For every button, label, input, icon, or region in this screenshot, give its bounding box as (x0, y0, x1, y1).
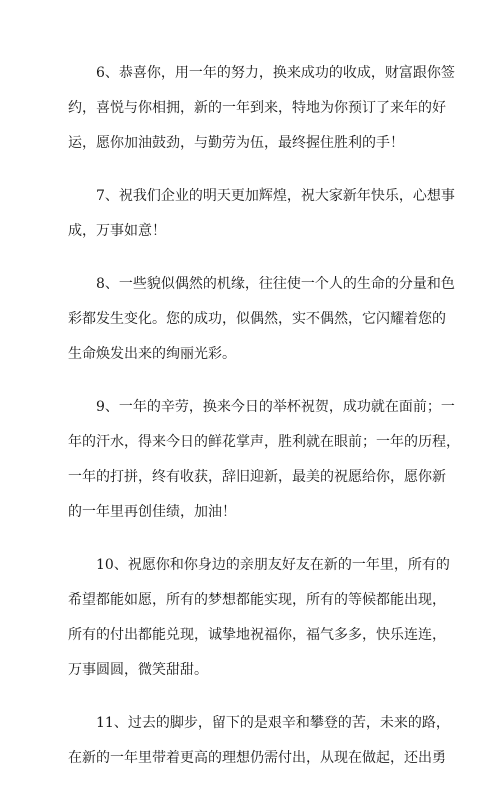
document-body (68, 56, 460, 794)
text-line: 希望都能如愿，所有的梦想都能实现，所有的等候都能出现， (68, 592, 446, 608)
paragraph-11 (68, 706, 450, 776)
paragraph-6 (68, 56, 455, 161)
text-line: 年的汗水，得来今日的鲜花掌声，胜利就在眼前；一年的历程， (68, 434, 460, 450)
paragraph-10 (68, 548, 450, 688)
text-line: 成，万事如意！ (68, 223, 166, 239)
paragraph-9 (68, 390, 460, 530)
text-line: 8、一些貌似偶然的机缘，往往使一个人的生命的分量和色 (96, 276, 455, 292)
text-line: 在新的一年里带着更高的理想仍需付出，从现在做起，还出勇 (68, 750, 446, 766)
paragraph-7 (68, 179, 455, 249)
text-line: 10、祝愿你和你身边的亲朋友好友在新的一年里，所有的 (96, 557, 450, 573)
text-line: 约，喜悦与你相拥，新的一年到来，特地为你预订了来年的好 (68, 100, 446, 116)
text-line: 生命焕发出来的绚丽光彩。 (68, 346, 236, 362)
text-line: 7、祝我们企业的明天更加辉煌，祝大家新年快乐，心想事 (96, 188, 455, 204)
text-line: 万事圆圆，微笑甜甜。 (68, 662, 208, 678)
text-line: 的一年里再创佳绩，加油！ (68, 504, 236, 520)
paragraph-8 (68, 267, 455, 372)
text-line: 9、一年的辛劳，换来今日的举杯祝贺，成功就在面前；一 (96, 399, 455, 415)
text-line: 一年的打拼，终有收获，辞旧迎新，最美的祝愿给你，愿你新 (68, 469, 446, 485)
text-line: 11、过去的脚步，留下的是艰辛和攀登的苦，未来的路， (96, 715, 450, 731)
text-line: 所有的付出都能兑现，诚挚地祝福你，福气多多，快乐连连， (68, 627, 446, 643)
text-line: 彩都发生变化。您的成功，似偶然，实不偶然，它闪耀着您的 (68, 311, 446, 327)
text-line: 6、恭喜你，用一年的努力，换来成功的收成，财富跟你签 (96, 65, 455, 81)
text-line: 运，愿你加油鼓劲，与勤劳为伍，最终握住胜利的手！ (68, 135, 404, 151)
